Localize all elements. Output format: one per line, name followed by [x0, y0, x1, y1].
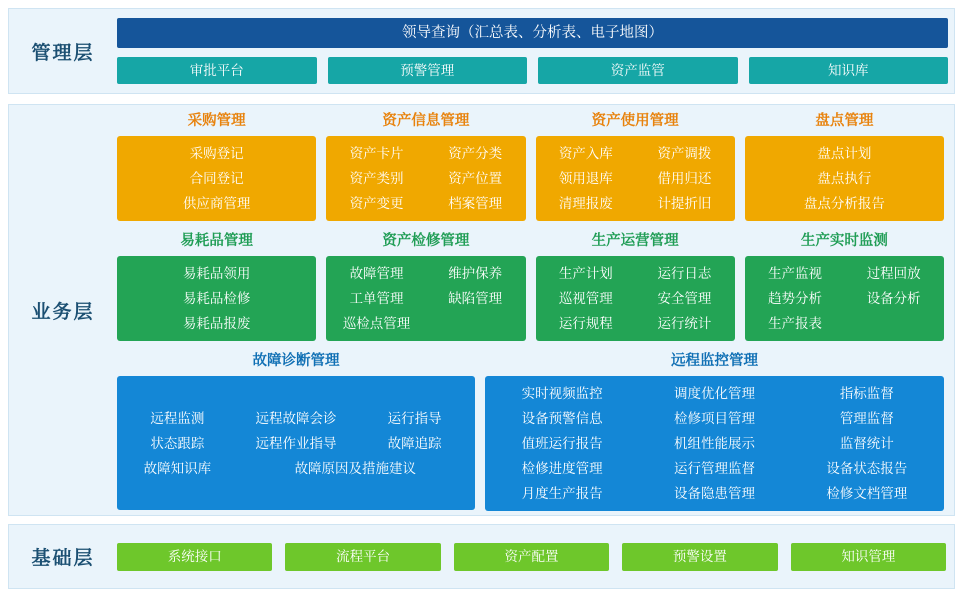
business-layer-band [8, 104, 955, 516]
list-item[interactable]: 巡检点管理 [342, 316, 411, 331]
list-item[interactable]: 缺陷管理 [448, 291, 503, 306]
list-item[interactable]: 监督统计 [839, 436, 894, 451]
business-row-1 [117, 109, 944, 221]
list-item[interactable]: 档案管理 [448, 196, 503, 211]
list-item[interactable]: 设备状态报告 [826, 461, 908, 476]
group-box [745, 256, 944, 341]
group-box [536, 136, 735, 221]
item-grid [123, 144, 310, 213]
list-item[interactable]: 设备预警信息 [521, 411, 603, 426]
list-item[interactable]: 月度生产报告 [521, 486, 603, 501]
group-box [326, 136, 525, 221]
list-item[interactable]: 机组性能展示 [673, 436, 755, 451]
basic-layer-body [117, 543, 954, 571]
list-item[interactable]: 合同登记 [189, 171, 244, 186]
list-item[interactable]: 运行指导 [387, 410, 442, 426]
business-row-2 [117, 229, 944, 341]
list-item[interactable]: 调度优化管理 [673, 386, 755, 401]
list-item[interactable]: 盘点执行 [817, 171, 872, 186]
list-item[interactable]: 盘点分析报告 [803, 196, 885, 211]
list-item[interactable]: 盘点计划 [817, 146, 872, 161]
group-box [117, 136, 316, 221]
basic-layer-label: 基础层 [31, 548, 95, 569]
group-title: 远程监控管理 [671, 353, 758, 369]
list-item[interactable]: 采购登记 [189, 146, 244, 161]
group-asset-usage-management [536, 109, 735, 221]
group-box [117, 376, 475, 510]
list-item[interactable]: 生产监视 [768, 266, 823, 281]
group-title: 资产检修管理 [382, 233, 470, 249]
group-title: 盘点管理 [815, 113, 874, 129]
list-item[interactable]: 易耗品检修 [182, 291, 251, 306]
group-box [485, 376, 944, 511]
group-title: 资产使用管理 [591, 113, 679, 129]
list-item[interactable]: 管理监督 [839, 411, 894, 426]
group-production-operation-management [536, 229, 735, 341]
group-consumables-management [117, 229, 316, 341]
item-grid [751, 144, 938, 213]
management-layer-body [117, 18, 954, 84]
basic-layer-band [8, 524, 955, 589]
list-item[interactable]: 生产计划 [558, 266, 613, 281]
management-layer-band [8, 8, 955, 94]
list-item[interactable]: 巡视管理 [558, 291, 613, 306]
item-grid [332, 144, 519, 213]
management-items-row [117, 57, 948, 84]
item-grid [332, 264, 519, 333]
list-item[interactable]: 指标监督 [839, 386, 894, 401]
list-item[interactable]: 趋势分析 [768, 291, 823, 306]
list-item[interactable]: 资产入库 [558, 146, 613, 161]
list-item[interactable]: 安全管理 [657, 291, 712, 306]
basic-items-row [117, 543, 946, 571]
list-item[interactable]: 设备分析 [866, 291, 921, 306]
list-item[interactable]: 过程回放 [866, 266, 921, 281]
list-item[interactable]: 状态跟踪 [150, 435, 205, 451]
group-production-realtime-monitoring [745, 229, 944, 341]
list-item[interactable]: 运行统计 [657, 316, 712, 331]
list-item[interactable]: 远程监测 [150, 410, 205, 426]
list-item[interactable]: 资产调拨 [657, 146, 712, 161]
list-item[interactable]: 资产变更 [349, 196, 404, 211]
group-title: 生产运营管理 [591, 233, 679, 249]
list-item[interactable]: 供应商管理 [182, 196, 251, 211]
list-item[interactable]: 维护保养 [448, 266, 503, 281]
list-item[interactable]: 远程故障会诊 [255, 410, 337, 426]
list-item[interactable]: 易耗品报废 [182, 316, 251, 331]
business-layer-label: 业务层 [31, 301, 95, 323]
list-item[interactable]: 资产分类 [448, 146, 503, 161]
group-box [117, 256, 316, 341]
list-item[interactable]: 资产位置 [448, 171, 503, 186]
basic-item-asset-configuration[interactable]: 资产配置 [454, 543, 609, 571]
item-grid [542, 144, 729, 213]
list-item[interactable]: 运行规程 [558, 316, 613, 331]
list-item-empty [431, 314, 520, 333]
group-title: 生产实时监测 [800, 233, 888, 249]
group-box [536, 256, 735, 341]
management-item-asset-supervision[interactable]: 资产监管 [538, 57, 738, 84]
management-layer-label: 管理层 [31, 42, 95, 64]
group-title: 故障诊断管理 [252, 353, 340, 369]
list-item[interactable]: 故障管理 [349, 266, 404, 281]
list-item[interactable]: 资产类别 [349, 171, 404, 186]
basic-item-process-platform[interactable]: 流程平台 [285, 543, 440, 571]
group-title: 资产信息管理 [382, 113, 470, 129]
basic-item-knowledge-management[interactable]: 知识管理 [791, 543, 946, 571]
list-item[interactable]: 生产报表 [768, 316, 823, 331]
group-asset-maintenance-management [326, 229, 525, 341]
list-item[interactable]: 实时视频监控 [521, 386, 603, 401]
group-title: 易耗品管理 [180, 233, 253, 249]
list-item[interactable]: 易耗品领用 [182, 266, 251, 281]
list-item[interactable]: 运行管理监督 [673, 461, 755, 476]
list-item[interactable]: 清理报废 [558, 196, 613, 211]
list-item[interactable]: 故障追踪 [387, 435, 442, 451]
list-item[interactable]: 故障原因及措施建议 [294, 460, 417, 476]
list-item[interactable]: 运行日志 [657, 266, 712, 281]
list-item[interactable]: 工单管理 [349, 291, 404, 306]
list-item[interactable]: 检修项目管理 [673, 411, 755, 426]
list-item[interactable]: 计提折旧 [657, 196, 712, 211]
list-item[interactable]: 值班运行报告 [521, 436, 603, 451]
list-item[interactable]: 资产卡片 [349, 146, 404, 161]
group-box [745, 136, 944, 221]
list-item[interactable]: 领用退库 [558, 171, 613, 186]
item-grid [123, 409, 469, 478]
list-item[interactable]: 远程作业指导 [255, 435, 337, 451]
group-fault-diagnosis-management [117, 349, 475, 511]
basic-item-system-interface[interactable]: 系统接口 [117, 543, 272, 571]
list-item-empty [849, 314, 938, 333]
group-inventory-management [745, 109, 944, 221]
leader-query-banner[interactable]: 领导查询（汇总表、分析表、电子地图） [117, 18, 948, 48]
group-asset-info-management [326, 109, 525, 221]
list-item[interactable]: 检修文档管理 [826, 486, 908, 501]
basic-item-warning-settings[interactable]: 预警设置 [622, 543, 777, 571]
management-item-warning[interactable]: 预警管理 [328, 57, 528, 84]
business-layer-body [117, 103, 954, 517]
group-remote-monitoring-management [485, 349, 944, 511]
list-item[interactable]: 借用归还 [657, 171, 712, 186]
item-grid [751, 264, 938, 333]
item-grid [542, 264, 729, 333]
management-item-knowledge-base[interactable]: 知识库 [749, 57, 949, 84]
group-title: 采购管理 [187, 113, 246, 129]
management-item-approval[interactable]: 审批平台 [117, 57, 317, 84]
group-purchase-management [117, 109, 316, 221]
group-box [326, 256, 525, 341]
item-grid [491, 384, 938, 503]
list-item[interactable]: 设备隐患管理 [673, 486, 755, 501]
list-item[interactable]: 检修进度管理 [521, 461, 603, 476]
item-grid [123, 264, 310, 333]
list-item[interactable]: 故障知识库 [143, 460, 212, 476]
business-row-3 [117, 349, 944, 511]
